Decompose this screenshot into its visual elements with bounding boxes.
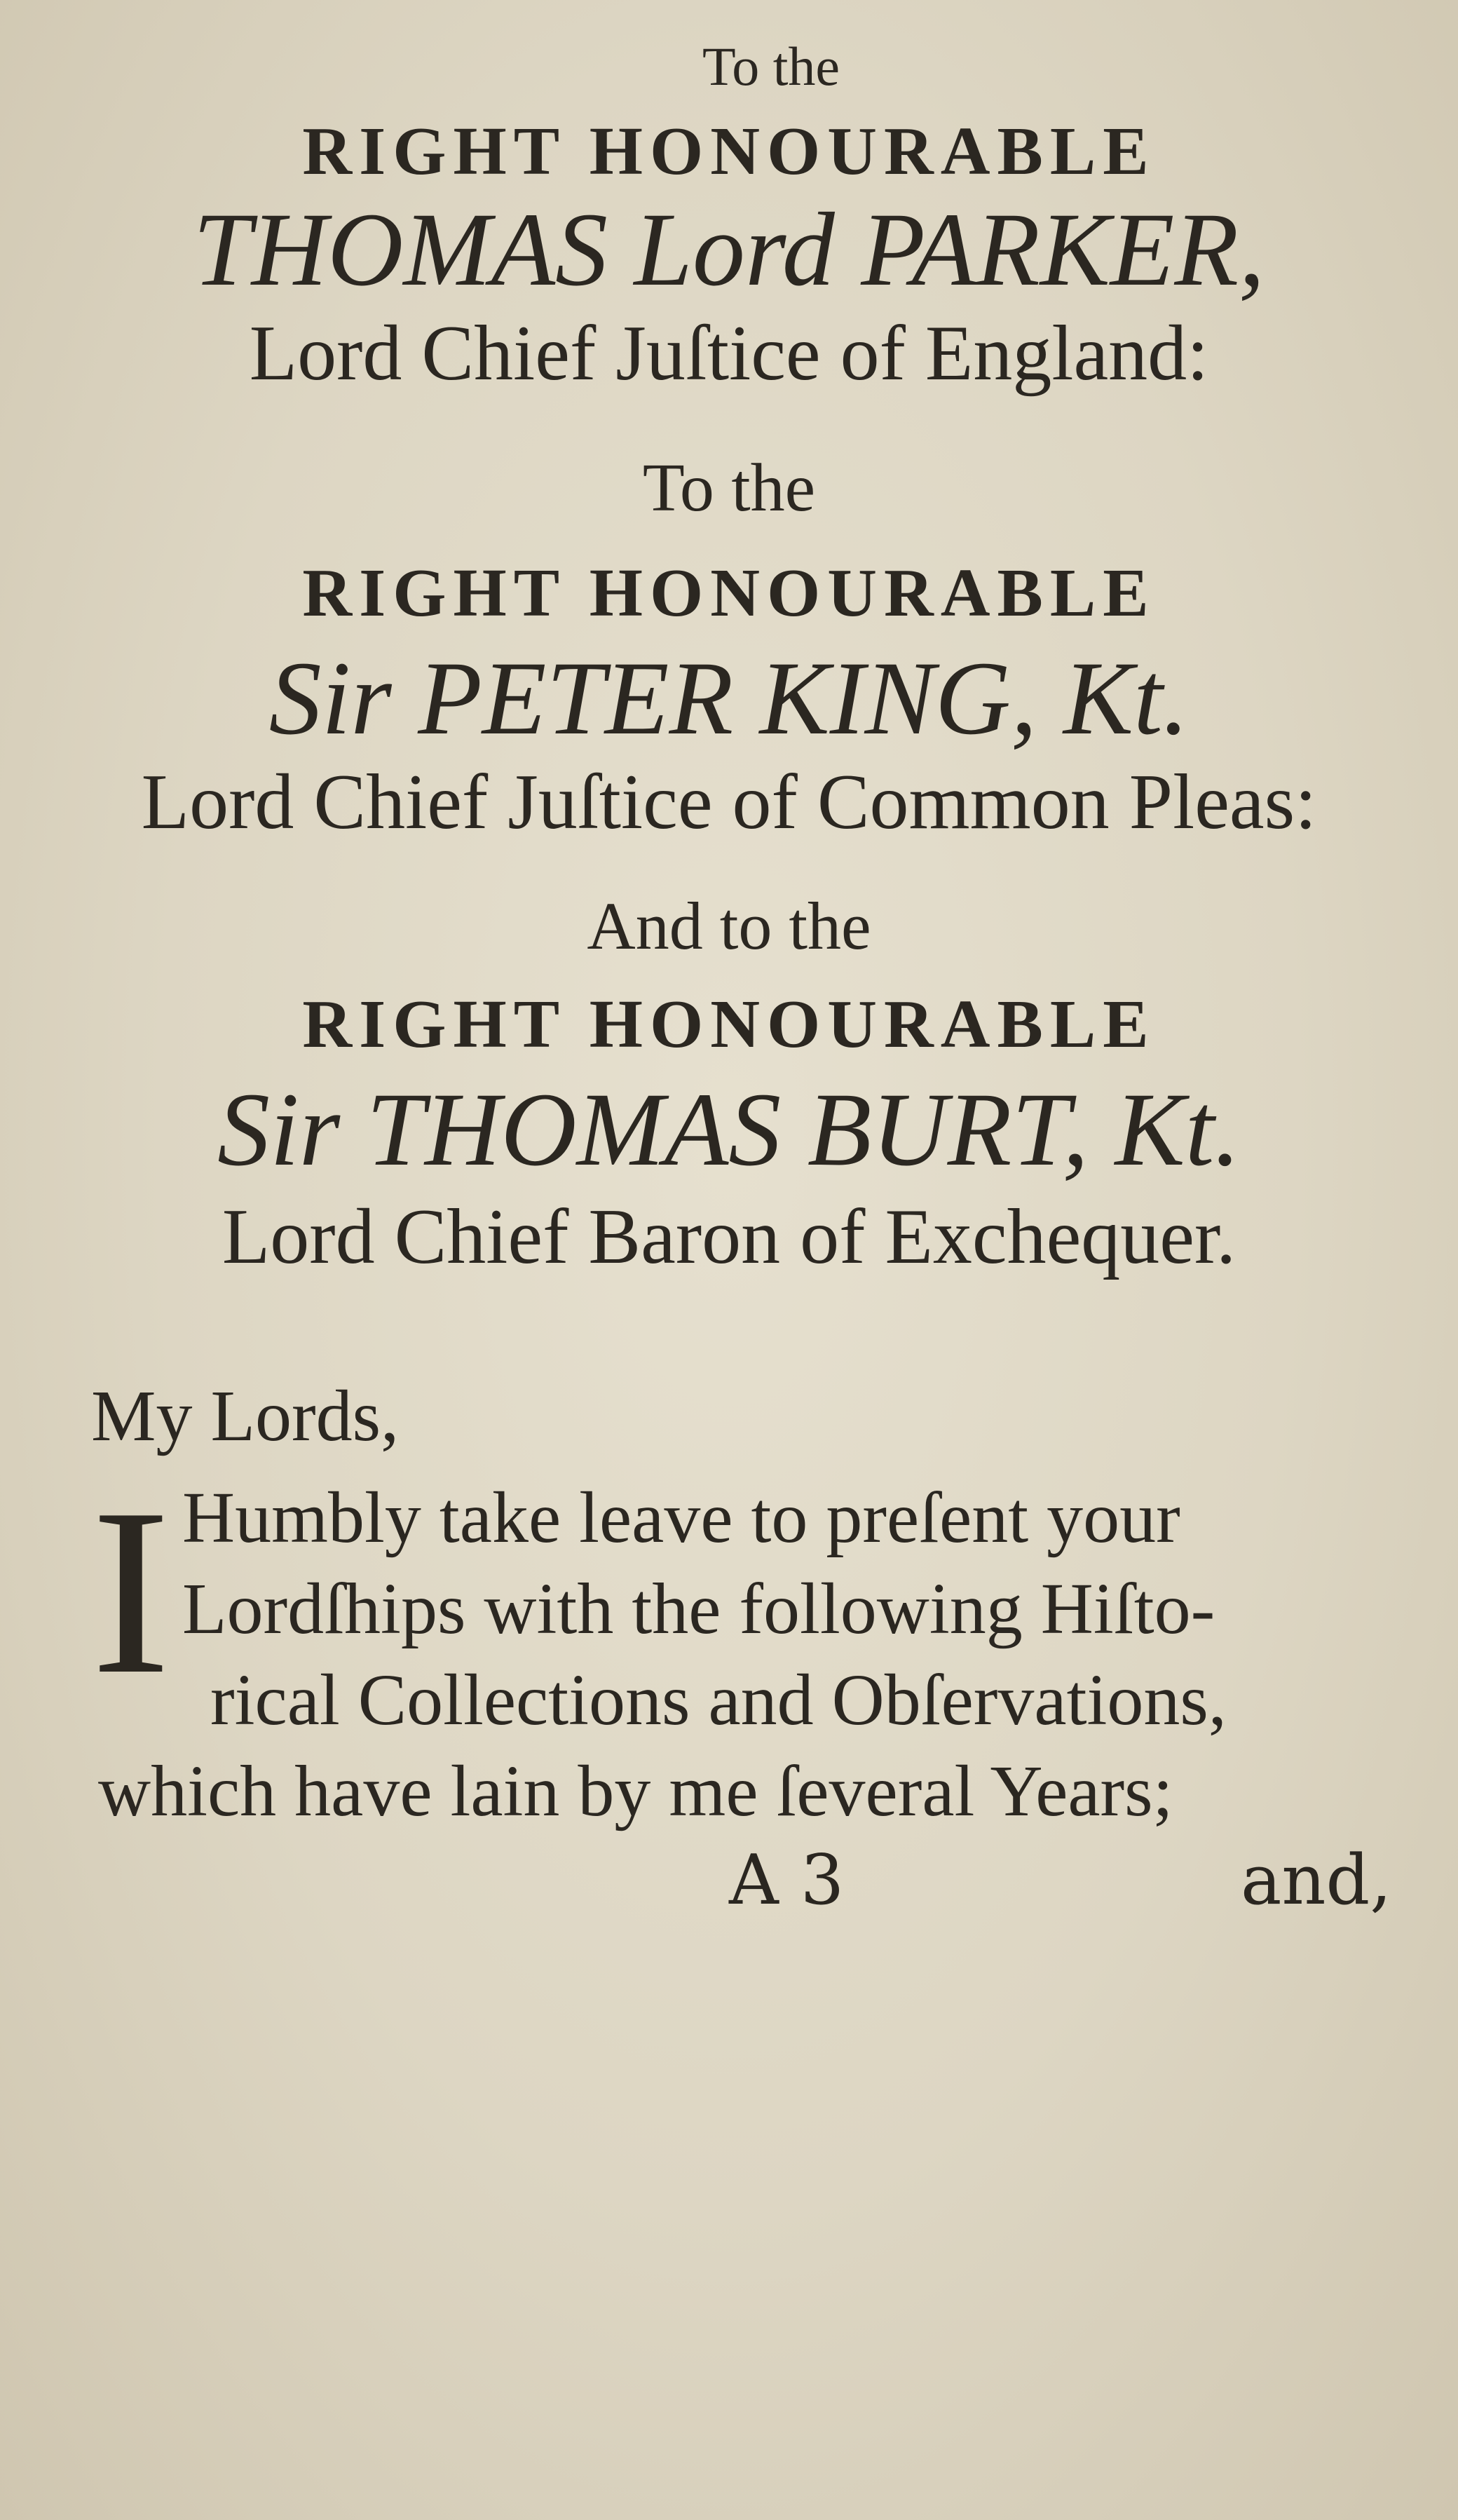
signature-mark: A 3 [729,1841,845,1921]
dedicatee-office-2: Lord Chief Juſtice of Common Pleas: [141,759,1317,846]
dedication-honourable-3: RIGHT HONOURABLE [302,987,1156,1062]
dedication-to-2: To the [642,450,816,526]
drop-cap: I [91,1459,171,1723]
body-line-1: Humbly take leave to preſent your [182,1477,1180,1558]
body-line-4: which have lain by me ſeveral Years; [98,1751,1173,1831]
body-line-3: rical Collections and Obſervations, [210,1660,1227,1740]
dedication-honourable-2: RIGHT HONOURABLE [302,555,1156,631]
dedication-to-3: And to the [587,888,871,963]
dedication-to-1: To the [702,36,840,97]
dedicatee-name-1: THOMAS Lord PARKER, [193,191,1265,308]
dedicatee-office-1: Lord Chief Juſtice of England: [249,310,1209,397]
dedicatee-office-3: Lord Chief Baron of Exchequer. [222,1193,1236,1280]
salutation: My Lords, [91,1376,400,1456]
dedication-honourable-1: RIGHT HONOURABLE [302,114,1156,189]
body-line-2: Lordſhips with the following Hiſto- [182,1569,1215,1649]
dedicatee-name-3: Sir THOMAS BURT, Kt. [217,1071,1241,1188]
dedicatee-name-2: Sir PETER KING, Kt. [268,640,1190,757]
catchword: and, [1241,1841,1392,1921]
